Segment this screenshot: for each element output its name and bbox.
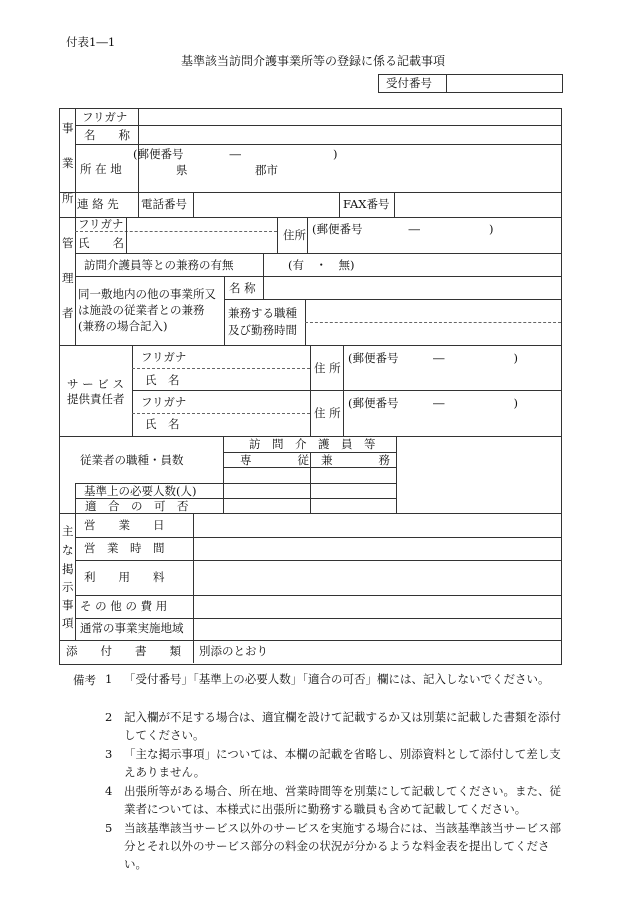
note-text: 記入欄が不足する場合は、適宜欄を設けて記載するか又は別葉に記載した書類を添付してください。	[124, 710, 561, 742]
office-prefecture: 県	[176, 163, 188, 177]
receipt-number-field[interactable]	[452, 77, 556, 90]
staff-parttime-header: 兼 務	[321, 453, 390, 467]
service-area-label: 通常の事業実施地域	[80, 621, 184, 635]
manager-furigana-label: フリガナ	[78, 217, 124, 231]
attachment-value: 別添のとおり	[199, 644, 268, 658]
manager-address-label: 住所	[283, 228, 306, 242]
notes-title: 備考	[73, 673, 96, 687]
section-label-kanrisha-3: 者	[62, 306, 74, 320]
section-label-kanrisha-1: 管	[62, 236, 74, 250]
service-postal-2: (郵便番号 ― )	[348, 396, 518, 410]
staff-eligibility-label: 適 合 の 可 否	[85, 499, 189, 513]
keiji-side-3: 掲	[62, 562, 74, 576]
note-item-5	[88, 819, 566, 873]
office-city: 郡市	[255, 163, 278, 177]
office-contact-label: 連 絡 先	[77, 197, 119, 211]
note-number: 1	[105, 672, 113, 686]
service-address-label-2: 住 所	[314, 406, 341, 420]
office-furigana-label: フリガナ	[82, 110, 128, 124]
other-facility-line-2: は施設の従業者との兼務	[78, 303, 205, 317]
keiji-side-2: な	[62, 543, 74, 557]
page-title: 基準該当訪問介護事業所等の登録に係る記載事項	[181, 54, 446, 68]
business-days-label: 営 業 日	[84, 518, 165, 532]
other-role-line-2: 及び勤務時間	[228, 323, 297, 337]
office-name-label: 名 称	[84, 128, 130, 142]
fee-label: 利 用 料	[84, 570, 165, 584]
other-facility-line-3: (兼務の場合記入)	[78, 319, 168, 333]
receipt-number-label: 受付番号	[386, 76, 432, 90]
business-hours-label: 営 業 時 間	[84, 541, 165, 555]
section-label-jigyousho-1: 事	[62, 121, 74, 135]
section-label-jigyousho-2: 業	[62, 156, 74, 170]
section-label-kanrisha-2: 理	[62, 271, 74, 285]
section-label-jigyousho-3: 所	[62, 191, 74, 205]
other-role-line-1: 兼務する職種	[228, 306, 297, 320]
service-address-label-1: 住 所	[314, 361, 341, 375]
office-phone-label: 電話番号	[141, 197, 187, 211]
staff-group-header: 訪 問 介 護 員 等	[249, 437, 376, 451]
keiji-side-4: 示	[62, 580, 74, 594]
note-text: 「主な掲示事項」については、本欄の記載を省略し、別添資料として添付して差し支えありません。	[124, 747, 561, 779]
service-furigana-1: フリガナ	[141, 350, 187, 364]
note-number: 3	[105, 747, 113, 761]
concurrent-duty-label: 訪問介護員等との兼務の有無	[84, 258, 234, 272]
other-facility-name-label: 名 称	[229, 281, 256, 295]
staff-required-label: 基準上の必要人数(人)	[84, 484, 197, 498]
attachment-label: 添 付 書 類	[66, 644, 181, 658]
staff-title: 従業者の職種・員数	[80, 453, 184, 467]
office-postal-code: (郵便番号 ― )	[133, 147, 338, 161]
note-item-4	[88, 782, 566, 818]
service-name-1: 氏 名	[145, 373, 180, 387]
service-furigana-2: フリガナ	[141, 395, 187, 409]
note-item-2	[88, 708, 566, 744]
keiji-side-1: 主	[62, 524, 74, 538]
form-id: 付表1―1	[66, 35, 116, 49]
note-number: 4	[105, 784, 113, 798]
manager-name-label: 氏 名	[78, 236, 124, 250]
note-number: 2	[105, 710, 113, 724]
concurrent-duty-value: (有 ・ 無)	[288, 258, 355, 272]
note-item-3	[88, 745, 566, 781]
note-text: 「受付番号」「基準上の必要人数」「適合の可否」欄には、記入しないでください。	[124, 672, 550, 686]
manager-postal-code: (郵便番号 ― )	[312, 222, 494, 236]
note-number: 5	[105, 821, 113, 835]
keiji-side-5: 事	[62, 598, 74, 612]
staff-fulltime-header: 専 従	[240, 453, 309, 467]
office-fax-label: FAX番号	[343, 197, 390, 211]
other-cost-label: そ の 他 の 費 用	[80, 599, 168, 613]
service-postal-1: (郵便番号 ― )	[348, 351, 518, 365]
other-facility-line-1: 同一敷地内の他の事業所又	[78, 287, 216, 301]
note-item-1	[88, 670, 566, 688]
service-manager-label-2: 提供責任者	[67, 392, 125, 406]
office-address-label: 所 在 地	[80, 162, 122, 176]
keiji-side-6: 項	[62, 616, 74, 630]
note-text: 当該基準該当サービス以外のサービスを実施する場合には、当該基準該当サービス部分とそれ以外のサービス部分の料金の状況が分かるような料金表を提出してください。	[124, 821, 561, 871]
service-manager-label-1: サ ー ビ ス	[67, 377, 124, 391]
note-text: 出張所等がある場合、所在地、営業時間等を別葉にして記載してください。また、従業者については、本様式に出張所に勤務する職員も含めて記載してください。	[124, 784, 561, 816]
service-name-2: 氏 名	[145, 417, 180, 431]
